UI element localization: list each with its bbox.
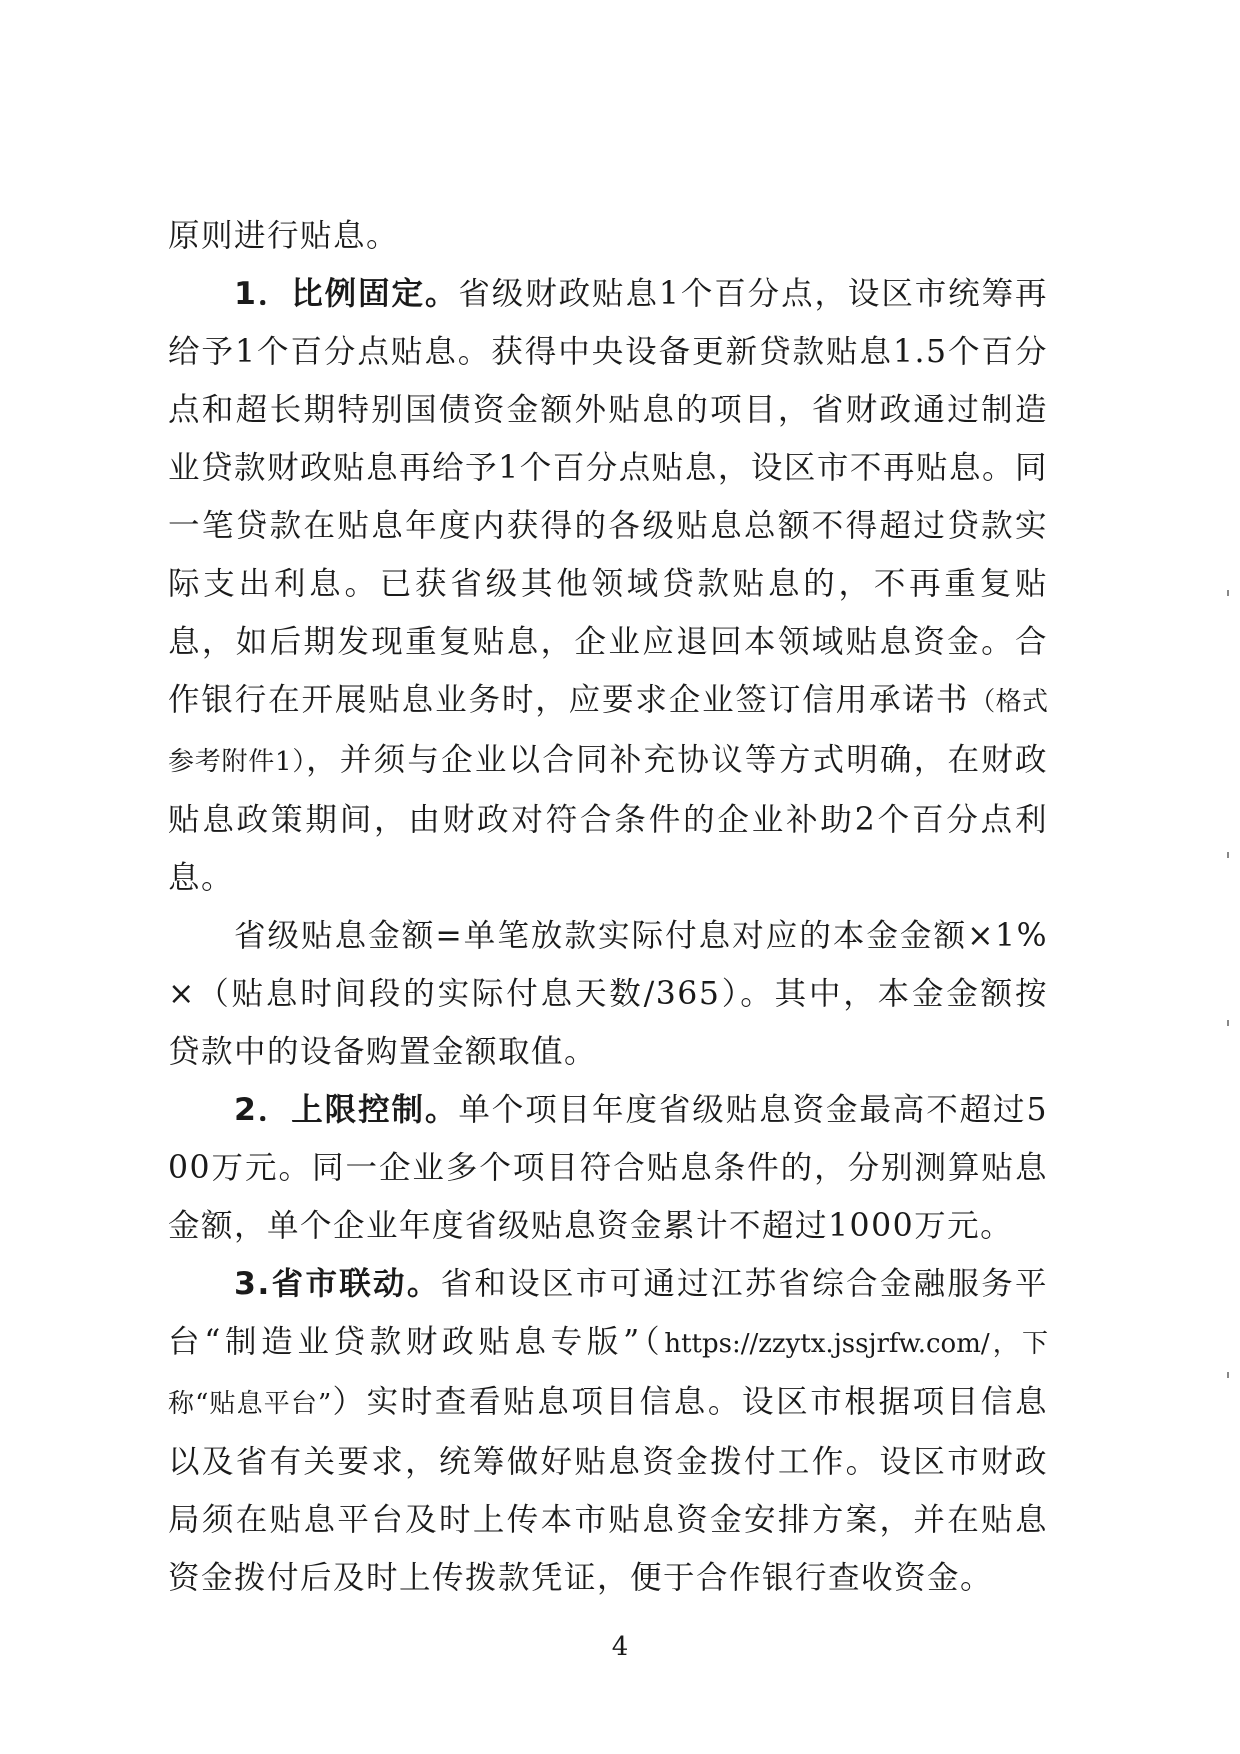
paragraph-cap-control bbox=[168, 1081, 1048, 1255]
document-body bbox=[168, 207, 1048, 1607]
paragraph-url-note: https://zzytx.jssjrfw.com/，下称“贴息平台” bbox=[168, 1329, 1049, 1419]
section-heading: 2．上限控制。 bbox=[234, 1092, 459, 1128]
paragraph-note: （格式参考附件1） bbox=[168, 687, 1048, 777]
paragraph-ratio-fixed bbox=[168, 265, 1048, 907]
paragraph-province-city-linkage bbox=[168, 1255, 1048, 1607]
scan-mark bbox=[1227, 1372, 1229, 1378]
section-heading: 1．比例固定。 bbox=[234, 276, 459, 312]
paragraph-text: 原则进行贴息。 bbox=[168, 218, 400, 254]
paragraph-text: 省级贴息金额=单笔放款实际付息对应的本金金额×1%×（贴息时间段的实际付息天数/365）。其中，本金金额按贷款中的设备购置金额取值。 bbox=[168, 918, 1048, 1070]
scan-mark bbox=[1227, 852, 1229, 858]
paragraph-text-after: ，并须与企业以合同补充协议等方式明确，在财政贴息政策期间，由财政对符合条件的企业补助2个百分点利息。 bbox=[168, 742, 1048, 896]
paragraph-continuation bbox=[168, 207, 1048, 265]
paragraph-text: 单个项目年度省级贴息资金最高不超过500万元。同一企业多个项目符合贴息条件的，分别测算贴息金额，单个企业年度省级贴息资金累计不超过1000万元。 bbox=[168, 1092, 1049, 1244]
page-number: 4 bbox=[611, 1632, 629, 1662]
paragraph-text: 省和设区市可通过江苏省综合金融服务平台“制造业贷款财政贴息专版”（ bbox=[168, 1266, 1048, 1360]
scan-mark bbox=[1227, 590, 1229, 596]
paragraph-text: 省级财政贴息1个百分点，设区市统筹再给予1个百分点贴息。获得中央设备更新贷款贴息1.5个百分点和超长期特别国债资金额外贴息的项目，省财政通过制造业贷款财政贴息再给予1个百分点贴息，设区市不再贴息。同一笔贷款在贴息年度内获得的各级贴息总额不得超过贷款实际支出利息。已获省级其他领域贷款贴息的，不再重复贴息，如后期发现重复贴息，企业应退回本领域贴息资金。合作银行在开展贴息业务时，应要求企业签订信用承诺书 bbox=[168, 276, 1049, 718]
section-heading: 3.省市联动。 bbox=[234, 1266, 441, 1302]
scan-mark bbox=[1227, 1020, 1229, 1026]
paragraph-formula bbox=[168, 907, 1048, 1081]
paragraph-text-after: ）实时查看贴息项目信息。设区市根据项目信息以及省有关要求，统筹做好贴息资金拨付工作。设区市财政局须在贴息平台及时上传本市贴息资金安排方案，并在贴息资金拨付后及时上传拨款凭证，便于合作银行查收资金。 bbox=[168, 1384, 1048, 1596]
